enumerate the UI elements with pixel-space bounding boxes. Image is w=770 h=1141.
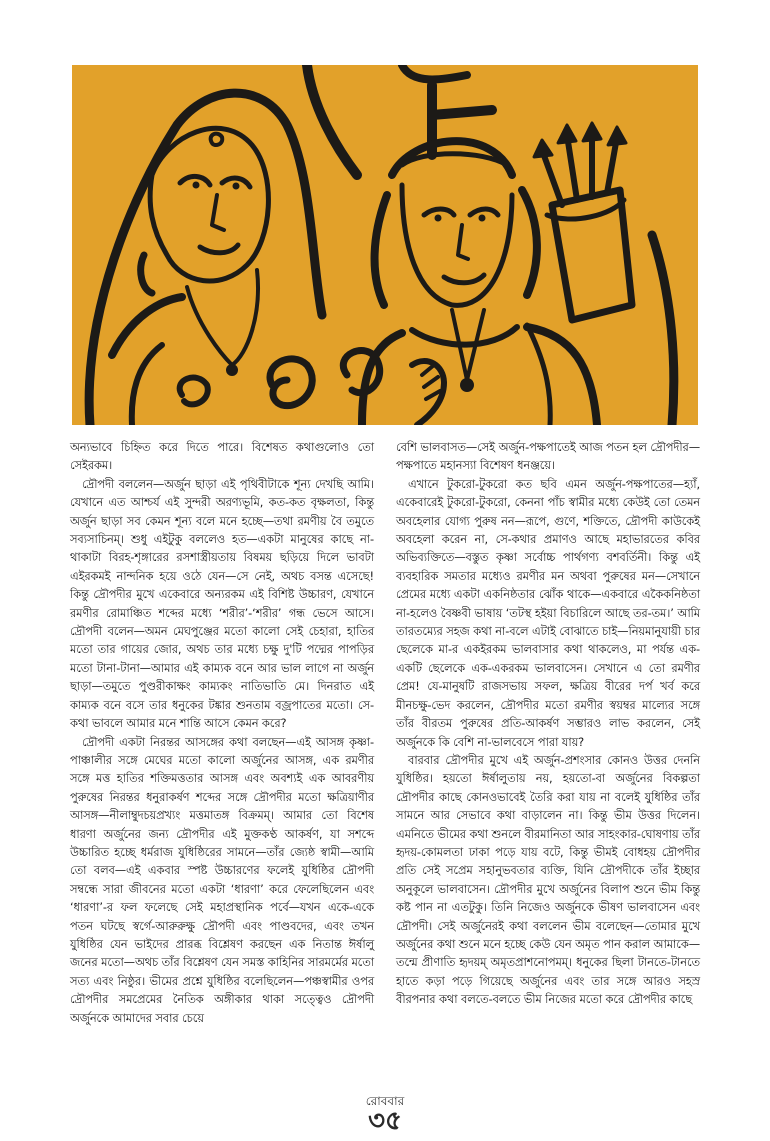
paragraph: অন্যভাবে চিহ্নিত করে দিতে পারে। বিশেষত কথাগুলোও তো সেইরকম। bbox=[70, 440, 374, 473]
paragraph: বারবার দ্রৌপদীর মুখে এই অর্জুন-প্রশংসার কোনও উত্তর দেননি যুধিষ্ঠির। হয়তো ঈর্ষালুতায় নয়, হয়তো-বা অর্জুনের বিকল্পতা দ্রৌপদীর কাছে কোনওভাবেই তৈরি করা যায় না বলেই যুধিষ্ঠির তাঁর সামনে আর সেভাবে কথা বাড়ালেন না। কিন্তু ভীম উত্তর দিলেন। এমনিতে ভীমের কথা শুনলে বীরমানিতা আর সাহংকার-ঘোষণায় তাঁর হৃদয়-কোমলতা ঢাকা পড়ে যায় বটে, কিন্তু ভীমই বোধহয় দ্রৌপদীর প্রতি সেই সপ্রেম সহানুভবতার ব্যক্তি, যিনি দ্রৌপদীকে তাঁর ইচ্ছার অনুকূলে ভালবাসেন। দ্রৌপদীর মুখে অর্জুনের বিলাপ শুনে ভীম কিন্তু কষ্ট পান না এতটুকু। তিনি নিজেও অর্জুনকে ভীষণ ভালবাসেন এবং দ্রৌপদী। সেই অর্জুনেরই কথা বললেন ভীম বলেছেন—তোমার মুখে অর্জুনের কথা শুনে মনে হচ্ছে কেউ যেন অমৃত পান করাল আমাকে—তন্মে প্রীণাতি হৃদয়ম্ অমৃতপ্রাশনোপমম্। ধনুকের ছিলা টানতে-টানতে হাতে কড়া পড়ে গিয়েছে অর্জুনের এবং তার সঙ্গে আরও সহস্র বীরপনার কথা বলতে-বলতে ভীম নিজের মতো করে দ্রৌপদীর কাছে bbox=[396, 752, 700, 1007]
page-number: ৩৫ bbox=[368, 1106, 402, 1136]
painting-draupadi-arjuna-icon bbox=[72, 65, 698, 425]
article-column-right bbox=[396, 438, 700, 1009]
paragraph: দ্রৌপদী বললেন—অর্জুন ছাড়া এই পৃথিবীটাকে শূন্য দেখছি আমি। যেখানে এত আশ্চর্য এই সুন্দরী অরণ্যভূমি, কত-কত বৃক্ষলতা, কিন্তু অর্জুন ছাড়া সব কেমন শূন্য বলে মনে হচ্ছে—তথা রমণীয় বৈ তমুতে সব্যসাচিনম্। শুধু এইটুকু বললেও হত—একটা মানুষের কাছে না-থাকাটা বিরহ-শৃঙ্গারের রসশাস্ত্রীয়তায় বিষময় ছড়িয়ে দিলে ভাবটা এইরকমই নান্দনিক হয়ে ওঠে যেন—সে নেই, অথচ বসন্ত এসেছে! কিন্তু দ্রৌপদীর মুখে একেবারে অন্যরকম এই বিশিষ্ট উচ্চারণ, যেখানে রমণীর রোমাঞ্চিত শব্দের মধ্যে ‘শরীর’-‘শরীর’ গন্ধ ভেসে আসে। দ্রৌপদী বলেন—অমন মেঘপুঞ্জের মতো কালো সেই চেহারা, হাতির মতো তার গায়ের জোর, অথচ তার মধ্যে চক্ষু দু'টি পদ্মের পাপড়ির মতো টানা-টানা—আমার এই কাম্যক বনে আর ভাল লাগে না অর্জুন ছাড়া—তমুতে পুণ্ডরীকাক্ষং কাম্যকং নাতিভাতি মে। দিনরাত এই কাম্যক বনে বসে তার ধনুকের টঙ্কার শুনতাম বজ্রপাতের মতো। সে-কথা ভাবলে আমার মনে শান্তি আসে কেমন করে? bbox=[70, 476, 374, 731]
paragraph: এখানে টুকরো-টুকরো কত ছবি এমন অর্জুন-পক্ষপাতের—হ্যাঁ, একেবারেই টুকরো-টুকরো, কেননা পাঁচ স্বামীর মধ্যে কেউই তো তেমন অবহেলার যোগ্য পুরুষ নন—রূপে, গুণে, শক্তিতে, দ্রৌপদী কাউকেই অবহেলা করেন না, সে-কথার প্রমাণও আছে মহাভারতের কবির অভিব্যক্তিতে—বস্তুত কৃষ্ণা সর্বোচ্চ পার্থগণ্য বশবর্তিনী। কিন্তু এই ব্যবহারিক সমতার মধ্যেও রমণীর মন অথবা পুরুষের মন—সেখানে প্রেমের মধ্যে একটা একনিষ্ঠতার ঝোঁক থাকে—একবারে একৈকনিষ্ঠতা না-হলেও বৈষ্ণবী ভাষায় ‘তটস্থ হইয়া বিচারিলে আছে তর-তম।’ আমি তারতম্যের সহজ কথা না-বলে এটাই বোঝাতে চাই—নিয়মানুযায়ী চার ছেলেকে মা-র একইরকম ভালবাসার কথা থাকলেও, মা পর্যন্ত এক-একটি ছেলেকে এক-একরকম ভালবাসেন। সেখানে এ তো রমণীর প্রেম! যে-মানুষটি রাজসভায় সফল, ক্ষত্রিয় বীরের দর্প খর্ব করে মীনচক্ষু-ভেদ করলেন, দ্রৌপদীর মতো রমণীর স্বয়ম্বর মাল্যের সঙ্গে তাঁর বীরতম পুরুষের প্রতি-আকর্ষণ সম্ভারও লাভ করলেন, সেই অর্জুনকে কি বেশি না-ভালবেসে পারা যায়? bbox=[396, 476, 700, 749]
magazine-name: রোববার bbox=[365, 1094, 405, 1108]
article-body bbox=[70, 438, 700, 1093]
paragraph: বেশি ভালবাসত—সেই অর্জুন-পক্ষপাতেই আজ পতন হল দ্রৌপদীর—পক্ষপাতে মহানস্যা বিশেষণ ধনঞ্জয়ে। bbox=[396, 440, 700, 473]
draupadi-arjuna-illustration bbox=[72, 65, 698, 425]
article-column-left bbox=[70, 438, 374, 1027]
paragraph: দ্রৌপদী একটা নিরন্তর আসঙ্গের কথা বলছেন—এই আসঙ্গ কৃষ্ণা-পাঞ্চালীর সঙ্গে মেঘের মতো কালো অর্জুনের আসঙ্গ, এক রমণীর সঙ্গে মত্ত হাতির শক্তিমত্ততার আসঙ্গ এবং অবশ্যই এক আবরণীয় পুরুষের নিরন্তর ধনুরাকর্ষণ শব্দের সঙ্গে দ্রৌপদীর মতো ক্ষত্রিয়াণীর আসঙ্গ—নীলাম্বুদচয়প্রখ্যং মত্তমাতঙ্গ বিক্রমম্। আমার তো বিশেষ ধারণা অর্জুনের জন্য দ্রৌপদীর এই মুক্তকণ্ঠ আকর্ষণ, যা সশব্দে উচ্চারিত হচ্ছে ধর্মরাজ যুধিষ্ঠিরের সামনে—তাঁর জ্যেষ্ঠ স্বামী—আমি তো বলব—এই একবার স্পষ্ট উচ্চারণের ফলেই যুধিষ্ঠির দ্রৌপদী সম্বন্ধে সারা জীবনের মতো একটা ‘ধারণা’ করে ফেলেছিলেন এবং ‘ধারণা’-র ফল ফলেছে সেই মহাপ্রস্থানিক পর্বে—যখন একে-একে পতন ঘটছে স্বর্গে-আরুরুক্ষু দ্রৌপদী এবং পাণ্ডবদের, এবং তখন যুধিষ্ঠির যেন ভাইদের প্রারব্ধ বিশ্লেষণ করছেন এক নিতান্ত ঈর্ষালু জনের মতো—অথচ তাঁর বিশ্লেষণ যেন সমস্ত কাহিনির সারমর্মের মতো সত্য এবং নিষ্ঠুর। ভীমের প্রশ্নে যুধিষ্ঠির বলেছিলেন—পঞ্চস্বামীর ওপর দ্রৌপদীর সমপ্রেমের নৈতিক অঙ্গীকার থাকা সত্ত্বেও দ্রৌপদী অর্জুনকে আমাদের সবার চেয়ে bbox=[70, 734, 374, 1025]
